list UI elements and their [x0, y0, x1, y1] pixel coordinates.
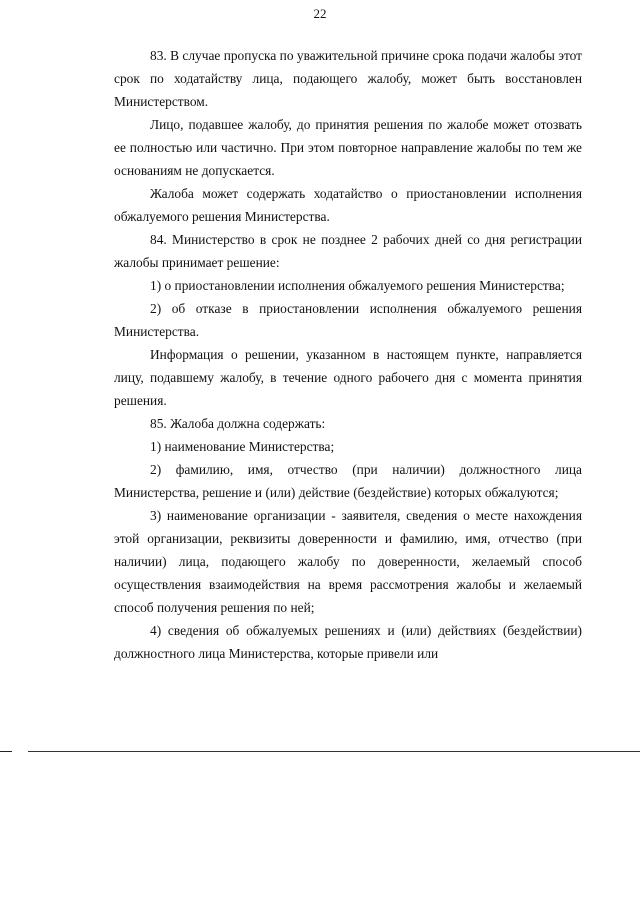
- paragraph-84: 84. Министерство в срок не позднее 2 рабочих дней со дня регистрации жалобы принимает решение:: [114, 232, 582, 270]
- list-item-84-2: 2) об отказе в приостановлении исполнения обжалуемого решения Министерства.: [114, 301, 582, 339]
- list-item-85-3: 3) наименование организации - заявителя, сведения о месте нахождения этой организации, реквизиты доверенности и фамилию, имя, отчество (при наличии) лица, подающего жалобу по доверенности, желаемый способ осуществления взаимодействия на время рассмотрения жалобы и желаемый способ получения решения по ней;: [114, 508, 582, 615]
- paragraph-withdrawal: Лицо, подавшее жалобу, до принятия решения по жалобе может отозвать ее полностью или частично. При этом повторное направление жалобы по тем же основаниям не допускается.: [114, 117, 582, 178]
- paragraph-suspension-request: Жалоба может содержать ходатайство о приостановлении исполнения обжалуемого решения Министерства.: [114, 186, 582, 224]
- list-item-85-4: 4) сведения об обжалуемых решениях и (или) действиях (бездействии) должностного лица Министерства, которые привели или: [114, 623, 582, 661]
- page-divider-line: [28, 751, 640, 752]
- paragraph-85: 85. Жалоба должна содержать:: [150, 416, 326, 431]
- list-item-85-2: 2) фамилию, имя, отчество (при наличии) должностного лица Министерства, решение и (или) действие (бездействие) которых обжалуются;: [114, 462, 582, 500]
- paragraph-decision-info: Информация о решении, указанном в настоящем пункте, направляется лицу, подавшему жалобу, в течение одного рабочего дня с момента принятия решения.: [114, 347, 582, 408]
- page-edge-mark: [0, 751, 12, 752]
- page-number: 22: [313, 6, 327, 21]
- list-item-84-1: 1) о приостановлении исполнения обжалуемого решения Министерства;: [150, 278, 565, 293]
- paragraph-83: 83. В случае пропуска по уважительной причине срока подачи жалобы этот срок по ходатайству лица, подающего жалобу, может быть восстановлен Министерством.: [114, 48, 582, 109]
- list-item-85-1: 1) наименование Министерства;: [150, 439, 335, 454]
- document-body: [114, 44, 582, 665]
